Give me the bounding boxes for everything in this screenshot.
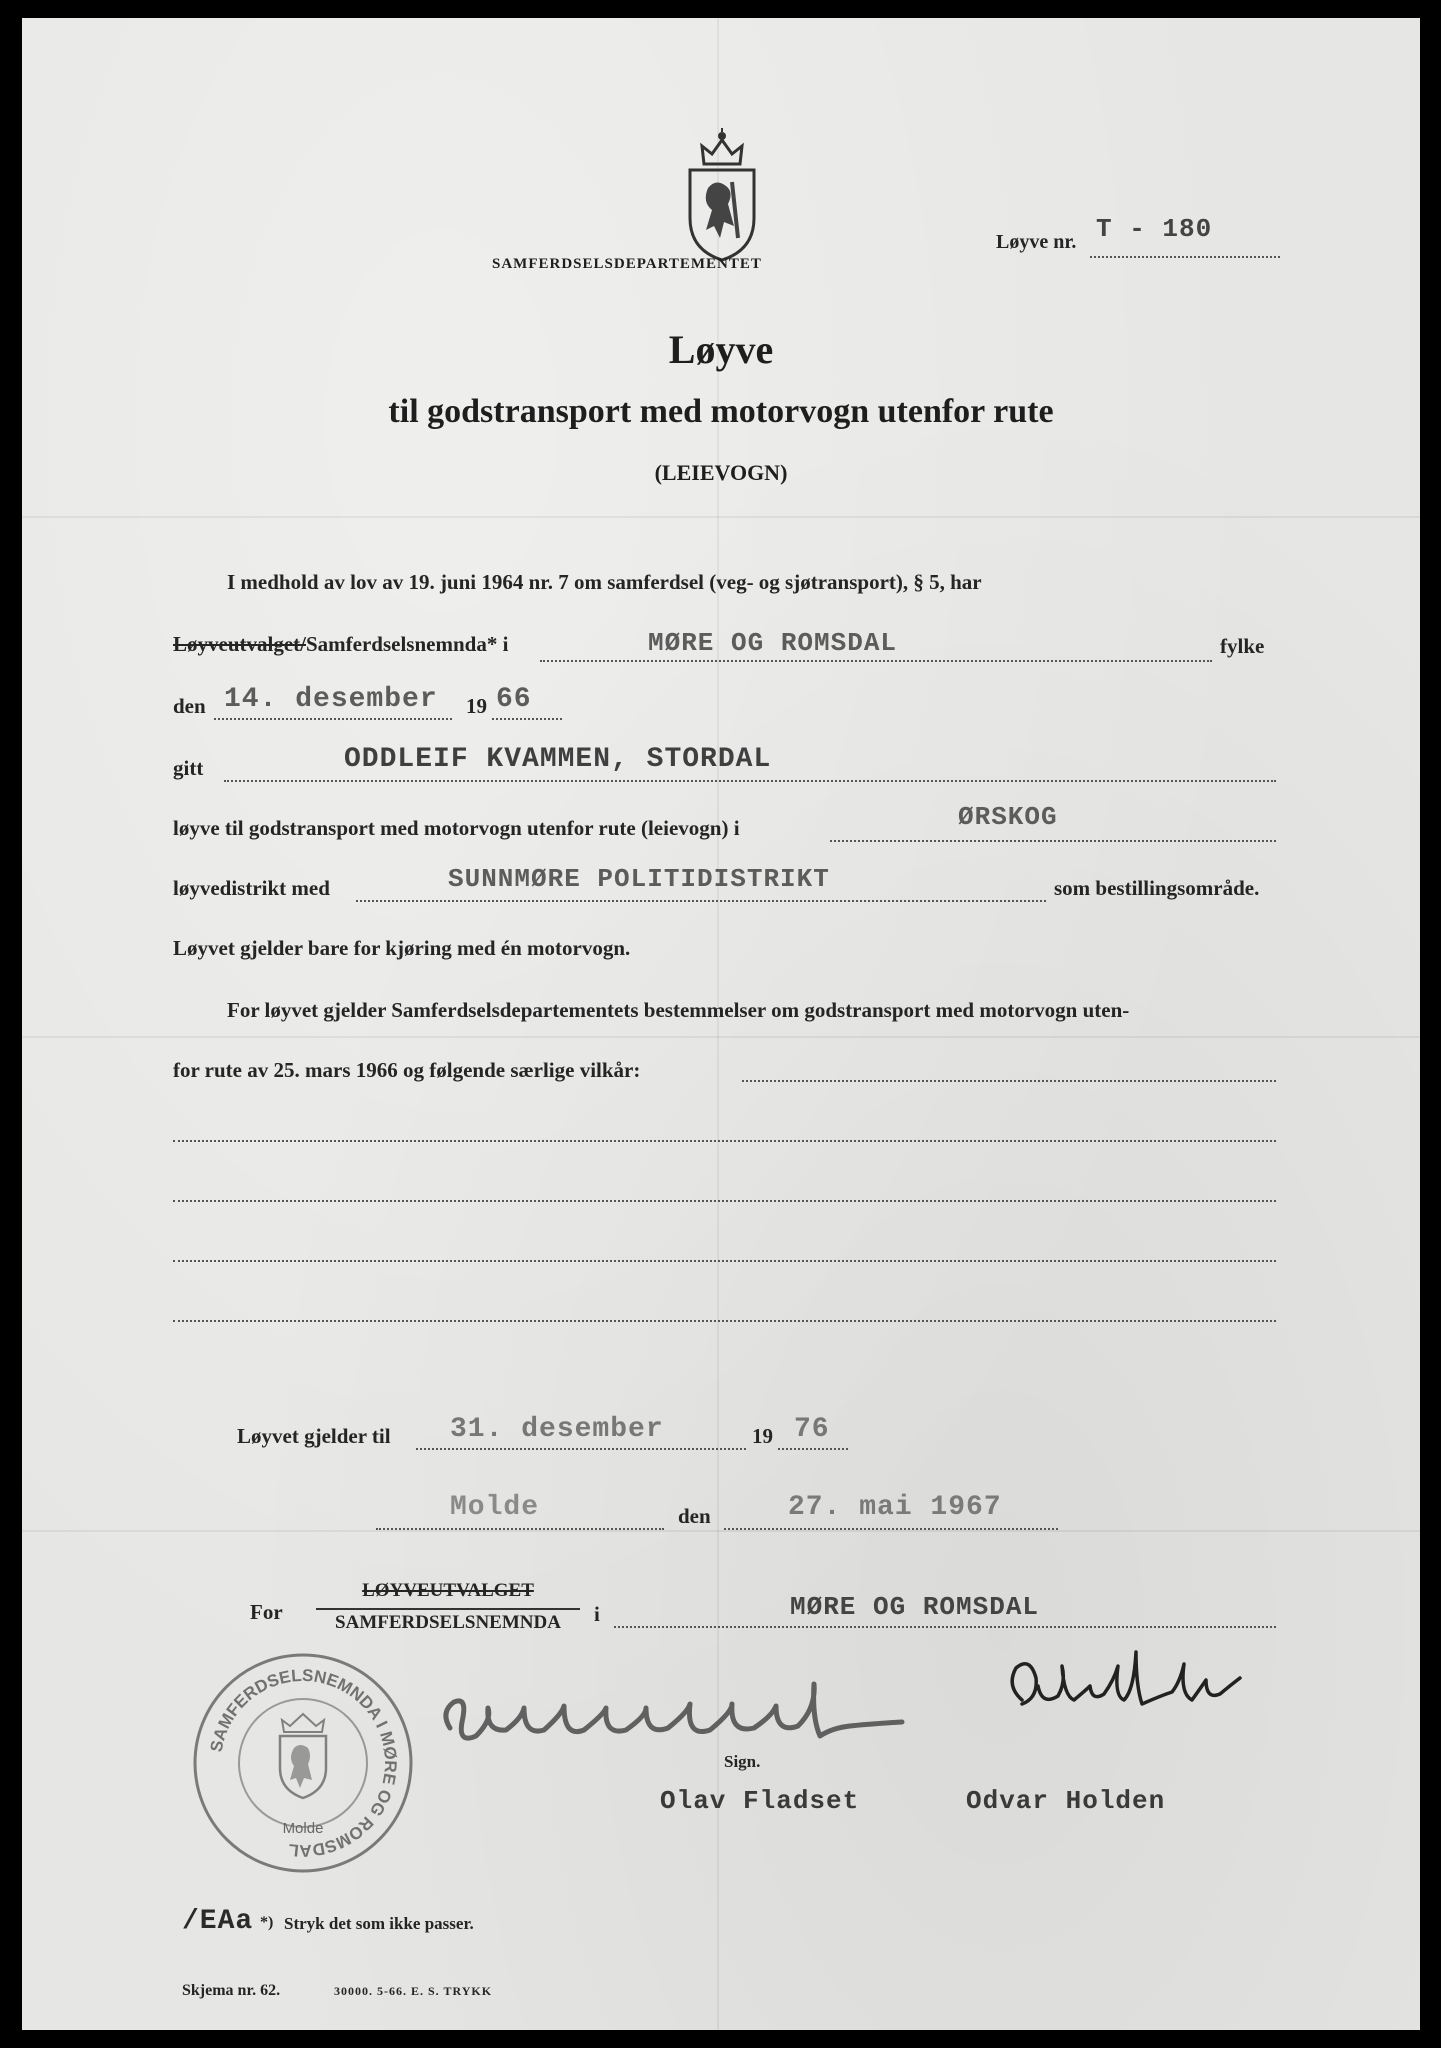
clerk-initials: /EAa — [182, 1906, 254, 1937]
validity-date-value: 31. desember — [450, 1414, 664, 1445]
signatory-body: SAMFERDSELSNEMNDA — [335, 1612, 561, 1633]
year-value: 66 — [496, 684, 532, 715]
document-title: Løyve — [668, 327, 774, 372]
district-value: SUNNMØRE POLITIDISTRIKT — [448, 864, 830, 894]
footnote-text: Stryk det som ikke passer. — [284, 1914, 474, 1933]
svg-text:SAMFERDSELSNEMNDA I MØRE OG RO: SAMFERDSELSNEMNDA I MØRE OG ROMSDAL — [206, 1665, 401, 1861]
county-value: MØRE OG ROMSDAL — [648, 628, 898, 658]
issued-date-line — [724, 1528, 1058, 1530]
issued-date-value: 27. mai 1967 — [788, 1492, 1002, 1523]
department-name: SAMFERDSELSDEPARTEMENTET — [492, 256, 762, 272]
fraction-line — [316, 1608, 580, 1610]
for-label: For — [250, 1600, 283, 1624]
struck-authority: Løyveutvalget/ — [173, 632, 306, 656]
licence-line-label: løyve til godstransport med motorvogn utenfor rute (leievogn) i — [173, 816, 740, 840]
document-subtitle: til godstransport med motorvogn utenfor rute — [388, 393, 1054, 430]
validity-century: 19 — [752, 1424, 773, 1448]
licence-number-line — [1090, 256, 1280, 258]
stamp-ring-text — [190, 1650, 416, 1876]
date-line — [214, 718, 452, 720]
authority-label: Samferdselsnemnda* i — [305, 632, 509, 656]
authority-line — [173, 632, 508, 657]
given-value: ODDLEIF KVAMMEN, STORDAL — [344, 744, 772, 775]
footnote-marker: *) — [260, 1914, 274, 1931]
single-vehicle-note: Løyvet gjelder bare for kjøring med én motorvogn. — [173, 936, 631, 960]
signatory-county-value: MØRE OG ROMSDAL — [790, 1592, 1040, 1622]
issued-place-value: Molde — [450, 1492, 540, 1523]
conditions-line — [173, 1140, 1276, 1142]
licence-number-label: Løyve nr. — [996, 231, 1077, 253]
struck-signatory-body: LØYVEUTVALGET — [362, 1580, 534, 1601]
validity-date-line — [416, 1448, 746, 1450]
century-label: 19 — [466, 694, 487, 718]
validity-label: Løyvet gjelder til — [237, 1424, 391, 1448]
conditions-line — [173, 1320, 1276, 1322]
date-value: 14. desember — [224, 684, 438, 715]
conditions-line — [173, 1260, 1276, 1262]
district-suffix: som bestillingsområde. — [1054, 876, 1260, 900]
year-line — [492, 718, 562, 720]
licence-number-value: T - 180 — [1096, 214, 1213, 244]
validity-year-line — [778, 1448, 848, 1450]
date-label: den — [173, 694, 206, 718]
licence-document — [22, 18, 1420, 2030]
fold-crease — [22, 1530, 1420, 1532]
given-line — [224, 780, 1276, 782]
district-label: løyvedistrikt med — [173, 876, 330, 900]
regulations-line-1: For løyvet gjelder Samferdselsdepartementets bestemmelser om godstransport med motorvogn uten- — [227, 998, 1130, 1022]
form-number: Skjema nr. 62. — [182, 1982, 281, 1999]
fold-crease — [22, 516, 1420, 518]
given-label: gitt — [173, 756, 204, 780]
signature-odvar-holden — [1000, 1646, 1260, 1736]
stamp-bottom-text: Molde — [282, 1820, 324, 1837]
signatory-i-label: i — [594, 1602, 600, 1626]
conditions-line — [173, 1200, 1276, 1202]
issued-den-label: den — [678, 1504, 711, 1528]
validity-year-value: 76 — [794, 1414, 830, 1445]
county-line — [540, 660, 1212, 662]
document-category: (LEIEVOGN) — [654, 460, 788, 485]
signature-olav-fladset — [432, 1678, 952, 1768]
conditions-line — [742, 1080, 1276, 1082]
place-line — [830, 840, 1276, 842]
place-value: ØRSKOG — [958, 802, 1058, 832]
regulations-line-2: for rute av 25. mars 1966 og følgende særlige vilkår: — [173, 1058, 641, 1082]
intro-text: I medhold av lov av 19. juni 1964 nr. 7 om samferdsel (veg- og sjøtransport), § 5, har — [227, 570, 982, 594]
fold-crease — [22, 1036, 1420, 1038]
signatory-county-line — [614, 1626, 1276, 1628]
signatory-name-1: Olav Fladset — [660, 1786, 860, 1816]
district-line — [356, 900, 1046, 902]
official-stamp — [190, 1650, 416, 1876]
issued-place-line — [376, 1528, 664, 1530]
coat-of-arms-icon — [682, 126, 762, 266]
signatory-name-2: Odvar Holden — [966, 1786, 1166, 1816]
county-suffix: fylke — [1220, 634, 1265, 658]
print-info: 30000. 5-66. E. S. TRYKK — [334, 1984, 493, 1998]
sign-label: Sign. — [724, 1752, 761, 1771]
